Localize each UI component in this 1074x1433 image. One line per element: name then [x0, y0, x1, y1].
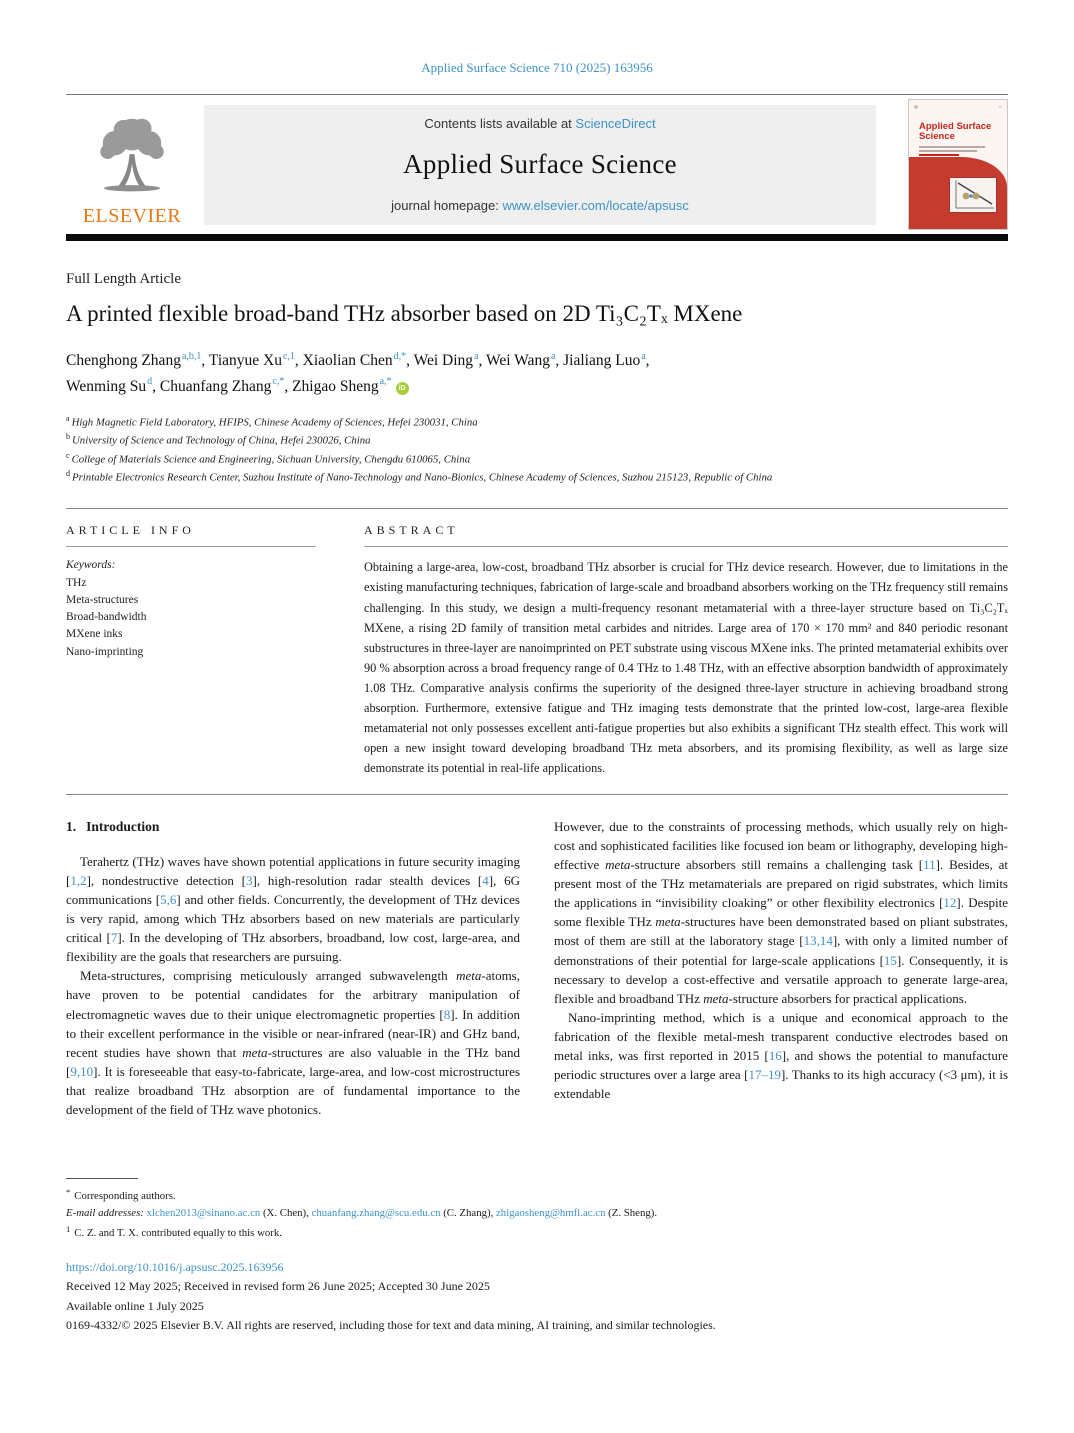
email-addresses-line: E-mail addresses: xlchen2013@sinano.ac.cn (X. Chen), chuanfang.zhang@scu.edu.cn (C. Zhang), zhigaosheng@hmfl.ac.cn (Z. Sheng). — [66, 1207, 658, 1220]
cover-red-area — [909, 157, 1007, 229]
email-link[interactable]: chuanfang.zhang@scu.edu.cn — [311, 1207, 441, 1220]
equal-contribution-note: $^1$ C. Z. and T. X. contributed equally to this work. — [66, 1223, 282, 1239]
author-affil-sup[interactable]: a,* — [379, 376, 392, 388]
elsevier-tree-icon — [93, 115, 171, 203]
cover-journal-title: Applied Surface Science — [919, 121, 992, 143]
keyword: Broad-bandwidth — [66, 611, 147, 624]
body-right-column — [554, 817, 1008, 1119]
intro-paragraph: Terahertz (THz) waves have shown potential applications in future security imaging [1,2], nondestructive detection [3], high-resolution radar stealth devices [4], 6G communications [5,6] and other fields. Concurrently, the development of THz devices is very rapid, among which THz absorbers based on new materials are particularly critical [7]. In the developing of THz absorbers, broadband, low cost, large-area, and flexibility are the goals that researchers are pursuing. — [66, 853, 520, 965]
keyword: THz — [66, 576, 87, 589]
contents-prefix: Contents lists available at — [424, 116, 576, 131]
journal-banner — [204, 105, 876, 225]
abstract-column — [364, 523, 1008, 777]
cover-chart-inset — [949, 177, 997, 213]
affiliation: $^c$ College of Materials Science and Engineering, Sichuan University, Chengdu 610065, China — [66, 450, 471, 466]
email-link[interactable]: xlchen2013@sinano.ac.cn — [146, 1207, 261, 1220]
intro-paragraph: However, due to the constraints of processing methods, which usually rely on high-cost and sophisticated facilities like focused ion beam or lithography, developing high-effective meta-structure absorbers still remains a challenging task [11]. Besides, at present most of the THz metamaterials are prepared on rigid substrates, which limits the applications in “invisibility cloaking” or other flexibility electronics [12]. Despite some flexible THz meta-structures have been demonstrated based on pliant substrates, most of them are still at the laboratory stage [13,14], with only a limited number of demonstrations of their potential for large-scale applications [15]. Consequently, it is necessary to develop a cost-effective and versatile approach to generate large-area, flexible and broadband THz meta-structure absorbers for practical applications. — [554, 818, 1008, 1006]
journal-homepage-link[interactable]: www.elsevier.com/locate/apsusc — [502, 198, 689, 213]
affiliation-list — [66, 413, 1008, 486]
author-affil-sup[interactable]: a,b,1 — [181, 350, 202, 362]
abstract-header: ABSTRACT — [364, 523, 459, 538]
author: Wei Ding$^a$, — [413, 350, 486, 369]
affiliation: $^b$ University of Science and Technology of China, Hefei 230026, China — [66, 432, 371, 448]
info-abstract-section — [66, 509, 1008, 793]
article-info-header: ARTICLE INFO — [66, 523, 195, 538]
copyright-line: 0169-4332/© 2025 Elsevier B.V. All rights are reserved, including those for text and data mining, AI training, and similar technologies. — [66, 1318, 716, 1333]
cover-corner-mark: ▦ — [914, 104, 918, 109]
keywords-label: Keywords: — [66, 559, 116, 572]
author-affil-sup[interactable]: a — [641, 350, 646, 362]
author: Chenghong Zhang$^{a,b,1}$, — [66, 350, 209, 369]
body-left-column — [66, 817, 520, 1119]
elsevier-wordmark: ELSEVIER — [82, 205, 182, 227]
author-list — [66, 348, 1008, 399]
journal-title: Applied Surface Science — [403, 149, 677, 179]
author: Tianyue Xu$^{c,1}$, — [208, 350, 303, 369]
paper-title: A printed flexible broad-band THz absorber based on 2D Ti₃C₂Tₓ MXene — [66, 301, 743, 326]
author: Wei Wang$^a$, — [486, 350, 564, 369]
author-affil-sup[interactable]: a — [550, 350, 556, 362]
publication-info — [66, 1258, 1008, 1336]
intro-paragraph: Nano-imprinting method, which is a unique and economical approach to the fabrication of the flexible metal-mesh transparent conductive electrodes based on metal inks, was first reported in 2015 [16], and shows the potential to manufacture periodic structures over a large area [17–19]. Thanks to its high accuracy (<3 μm), it is extendable — [554, 1009, 1008, 1102]
article-info-column — [66, 523, 316, 777]
author: Xiaolian Chen$^{d,*}$, — [302, 350, 414, 369]
journal-citation-line: Applied Surface Science 710 (2025) 163956 — [421, 60, 653, 75]
author: Jialiang Luo$^a$, — [563, 350, 650, 369]
orcid-icon[interactable]: iD — [396, 382, 409, 395]
section-divider — [66, 794, 1008, 795]
corresponding-authors-note: * Corresponding authors. — [66, 1187, 176, 1202]
doi-link[interactable]: https://doi.org/10.1016/j.apsusc.2025.163956 — [66, 1259, 284, 1274]
cover-corner-mark: ▪▪ — [999, 104, 1002, 109]
author-affil-sup[interactable]: c,1 — [282, 350, 295, 362]
keyword: MXene inks — [66, 628, 123, 641]
keywords-block — [66, 557, 316, 661]
column-rule — [364, 546, 1008, 547]
keyword: Meta-structures — [66, 593, 139, 606]
footnotes-block — [66, 1178, 1008, 1336]
top-divider — [66, 94, 1008, 95]
author: Chuanfang Zhang$^{c,*}$, — [159, 376, 293, 395]
available-online: Available online 1 July 2025 — [66, 1298, 204, 1313]
homepage-line — [391, 198, 689, 213]
introduction-heading: 1. Introduction — [66, 818, 160, 834]
article-body — [66, 817, 1008, 1119]
intro-paragraph: Meta-structures, comprising meticulously arranged subwavelength meta-atoms, have proven to be potential candidates for the arbitrary manipulation of electromagnetic waves due to their unique electromagnetic properties [8]. In addition to their excellent performance in the visible or near-infrared (near-IR) and GHz band, recent studies have shown that meta-structures are also valuable in the THz band [9,10]. It is foreseeable that easy-to-fabricate, large-area, and low-cost microstructures that realize broadband THz absorption are of fundamental importance to the development of the field of THz wave photonics. — [66, 968, 521, 1118]
author-affil-sup[interactable]: d,* — [393, 350, 407, 362]
header-black-bar — [66, 234, 1008, 241]
journal-header — [66, 105, 1008, 230]
received-dates: Received 12 May 2025; Received in revised form 26 June 2025; Accepted 30 June 2025 — [66, 1279, 490, 1294]
email-link[interactable]: zhigaosheng@hmfl.ac.cn — [496, 1207, 606, 1220]
abstract-text: Obtaining a large-area, low-cost, broadband THz absorber is crucial for THz device research. However, due to limitations in the existing manufacturing techniques, fabrication of large-scale and broadband absorbers working on the THz frequency still remains challenging. In this study, we design a multi-frequency resonant metamaterial with a three-layer structure based on Ti₃C₂Tₓ MXene, a rising 2D family of transition metal carbides and nitrides. Large area of 170 × 170 mm² and 840 periodic resonant substructures in three-layer are nanoimprinted on PET substrate using viscous MXene inks. The printed metamaterial exhibits over 90 % absorption across a broad frequency range of 0.4 THz to 1.48 THz, with an effective absorption bandwidth of approximately 1.08 THz. Comparative analysis confirms the superiority of the designed three-layer structure in achieving broadband strong absorption. Furthermore, extensive fatigue and THz imaging tests demonstrate that the printed low-cost, large-area flexible metamaterial not only possesses excellent anti-fatigue properties but also exhibits a significant THz stealth effect. This work will open a new insight toward developing broadband THz meta absorbers, and its promising flexibility, as well as large size demonstrate its potential in real-life applications. — [364, 560, 1008, 775]
journal-cover-thumbnail[interactable] — [908, 99, 1008, 230]
sciencedirect-link[interactable]: ScienceDirect — [575, 116, 656, 131]
author-affil-sup[interactable]: c,* — [272, 376, 285, 388]
author: Wenming Su$^d$, — [66, 376, 160, 395]
article-type-label: Full Length Article — [66, 271, 181, 287]
affiliation: $^a$ High Magnetic Field Laboratory, HFIPS, Chinese Academy of Sciences, Hefei 230031, China — [66, 414, 478, 429]
footnote-rule — [66, 1178, 138, 1179]
affiliation: $^d$ Printable Electronics Research Center, Suzhou Institute of Nano-Technology and Nano-Bionics, Chinese Academy of Sciences, Suzhou 215123, Republic of China — [66, 469, 773, 484]
column-rule — [66, 546, 316, 547]
author-affil-sup[interactable]: a — [474, 350, 479, 362]
homepage-prefix: journal homepage: — [391, 198, 503, 213]
author: Zhigao Sheng$^{a,*}$ — [292, 376, 392, 395]
contents-line — [424, 116, 655, 131]
elsevier-logo[interactable] — [66, 105, 198, 230]
author-affil-sup[interactable]: d — [147, 376, 153, 388]
keyword: Nano-imprinting — [66, 645, 144, 658]
